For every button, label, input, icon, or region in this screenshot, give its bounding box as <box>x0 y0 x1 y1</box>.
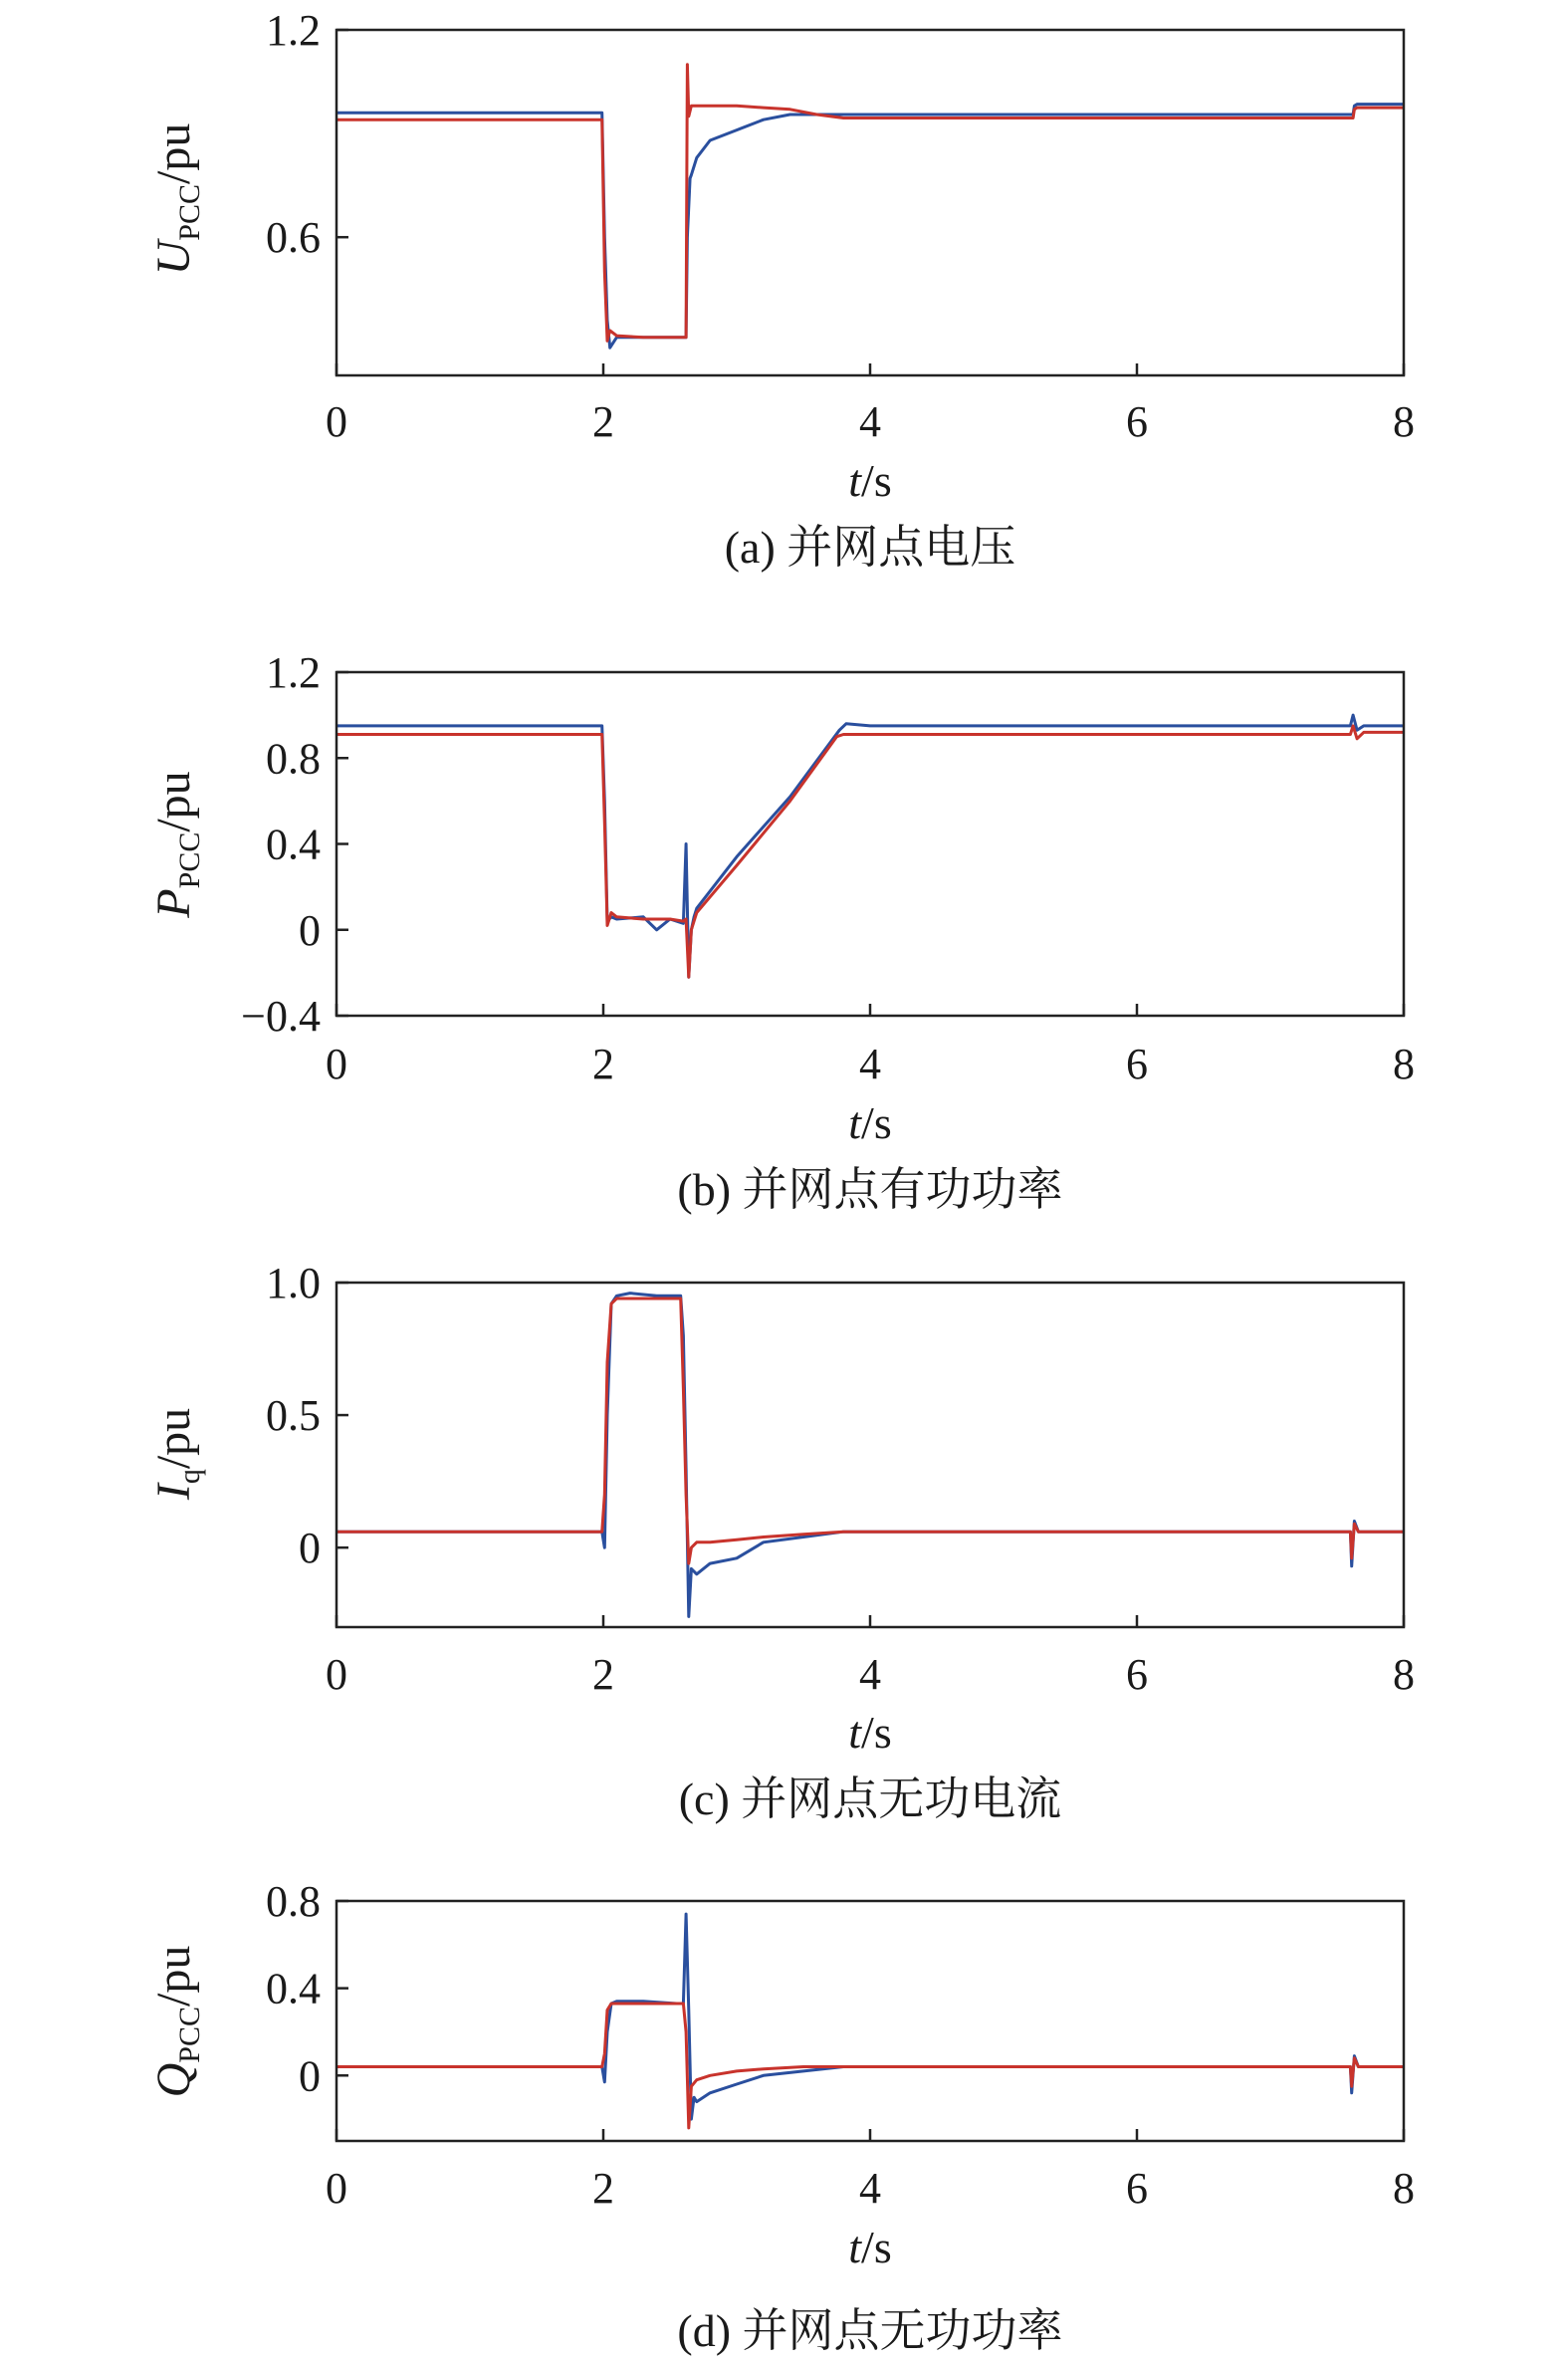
x-axis-label-unit: /s <box>861 455 892 506</box>
x-tick-label: 2 <box>592 2164 614 2213</box>
series-line-blue <box>336 1914 1404 2119</box>
y-tick-label: 1.2 <box>266 6 321 55</box>
x-axis-label-var: t <box>848 455 862 506</box>
x-axis-label-var: t <box>848 2222 862 2272</box>
y-tick-label: 0.6 <box>266 213 321 263</box>
x-axis-label-unit: /s <box>861 1707 892 1758</box>
x-tick-label: 0 <box>326 1650 347 1699</box>
y-tick-label: 0.8 <box>266 734 321 784</box>
y-axis-label-var: U <box>147 240 200 276</box>
y-axis-label-sub: PCC <box>173 2006 206 2063</box>
x-tick-label: 4 <box>859 397 881 446</box>
panel-caption: (a) 并网点电压 <box>724 522 1016 573</box>
x-axis-label-unit: /s <box>861 1097 892 1148</box>
x-tick-label: 6 <box>1126 1650 1148 1699</box>
panel-caption: (c) 并网点无功电流 <box>678 1774 1062 1824</box>
x-axis-label-unit: /s <box>861 2222 892 2272</box>
plot-frame <box>336 1901 1404 2141</box>
chart-panel-3 <box>147 1259 1415 1824</box>
chart-panel-4 <box>147 1877 1415 2356</box>
x-tick-label: 6 <box>1126 2164 1148 2213</box>
x-tick-label: 2 <box>592 1650 614 1699</box>
y-axis-label-sub: PCC <box>173 183 206 241</box>
y-axis-label-unit: /pu <box>147 771 200 832</box>
x-tick-label: 6 <box>1126 397 1148 446</box>
x-axis-label <box>848 2222 891 2272</box>
x-tick-label: 8 <box>1393 1650 1415 1699</box>
y-tick-label: 1.2 <box>266 648 321 697</box>
y-axis-label-var: Q <box>147 2062 200 2098</box>
x-axis-label-var: t <box>848 1707 862 1758</box>
y-tick-label: 1.0 <box>266 1259 321 1307</box>
x-axis-label <box>848 1097 891 1148</box>
series-line-red <box>336 1299 1404 1563</box>
x-tick-label: 8 <box>1393 1040 1415 1088</box>
panel-caption: (d) 并网点无功功率 <box>677 2305 1063 2356</box>
y-axis-label-var: P <box>147 888 200 918</box>
y-axis-label-var: I <box>147 1484 200 1501</box>
y-tick-label: 0.4 <box>266 1964 321 2013</box>
x-tick-label: 2 <box>592 1040 614 1088</box>
x-tick-label: 0 <box>326 2164 347 2213</box>
x-tick-label: 4 <box>859 1040 881 1088</box>
plot-frame <box>336 30 1404 375</box>
y-axis-label-unit: /pu <box>147 122 200 184</box>
x-tick-label: 0 <box>326 1040 347 1088</box>
x-tick-label: 8 <box>1393 397 1415 446</box>
y-tick-label: 0.8 <box>266 1877 321 1926</box>
chart-panel-1 <box>147 6 1415 573</box>
y-axis-label <box>147 771 206 918</box>
y-axis-label <box>147 1946 206 2098</box>
y-axis-label <box>147 1408 206 1501</box>
x-axis-label <box>848 455 891 506</box>
plot-frame <box>336 1283 1404 1627</box>
y-axis-label <box>147 123 206 276</box>
panel-caption: (b) 并网点有功功率 <box>677 1164 1063 1215</box>
y-axis-label-sub: q <box>173 1469 206 1485</box>
x-axis-label <box>848 1707 891 1758</box>
y-axis-label-unit: /pu <box>147 1407 200 1470</box>
y-axis-label-sub: PCC <box>173 831 206 889</box>
series-line-blue <box>336 1294 1404 1617</box>
x-tick-label: 6 <box>1126 1040 1148 1088</box>
series-line-blue <box>336 105 1404 349</box>
y-axis-label-unit: /pu <box>147 1945 200 2007</box>
y-tick-label: 0 <box>299 2051 321 2101</box>
y-tick-label: 0.5 <box>266 1391 321 1441</box>
y-tick-label: 0.4 <box>266 820 321 869</box>
x-tick-label: 2 <box>592 397 614 446</box>
series-line-red <box>336 726 1404 977</box>
x-axis-label-var: t <box>848 1097 862 1148</box>
y-tick-label: 0 <box>299 1524 321 1573</box>
x-tick-label: 0 <box>326 397 347 446</box>
series-line-red <box>336 65 1404 342</box>
series-line-blue <box>336 715 1404 977</box>
x-tick-label: 4 <box>859 1650 881 1699</box>
plot-frame <box>336 672 1404 1016</box>
y-tick-label: −0.4 <box>241 992 321 1041</box>
x-tick-label: 8 <box>1393 2164 1415 2213</box>
x-tick-label: 4 <box>859 2164 881 2213</box>
series-line-red <box>336 2004 1404 2128</box>
y-tick-label: 0 <box>299 905 321 955</box>
chart-panel-2 <box>147 648 1415 1215</box>
